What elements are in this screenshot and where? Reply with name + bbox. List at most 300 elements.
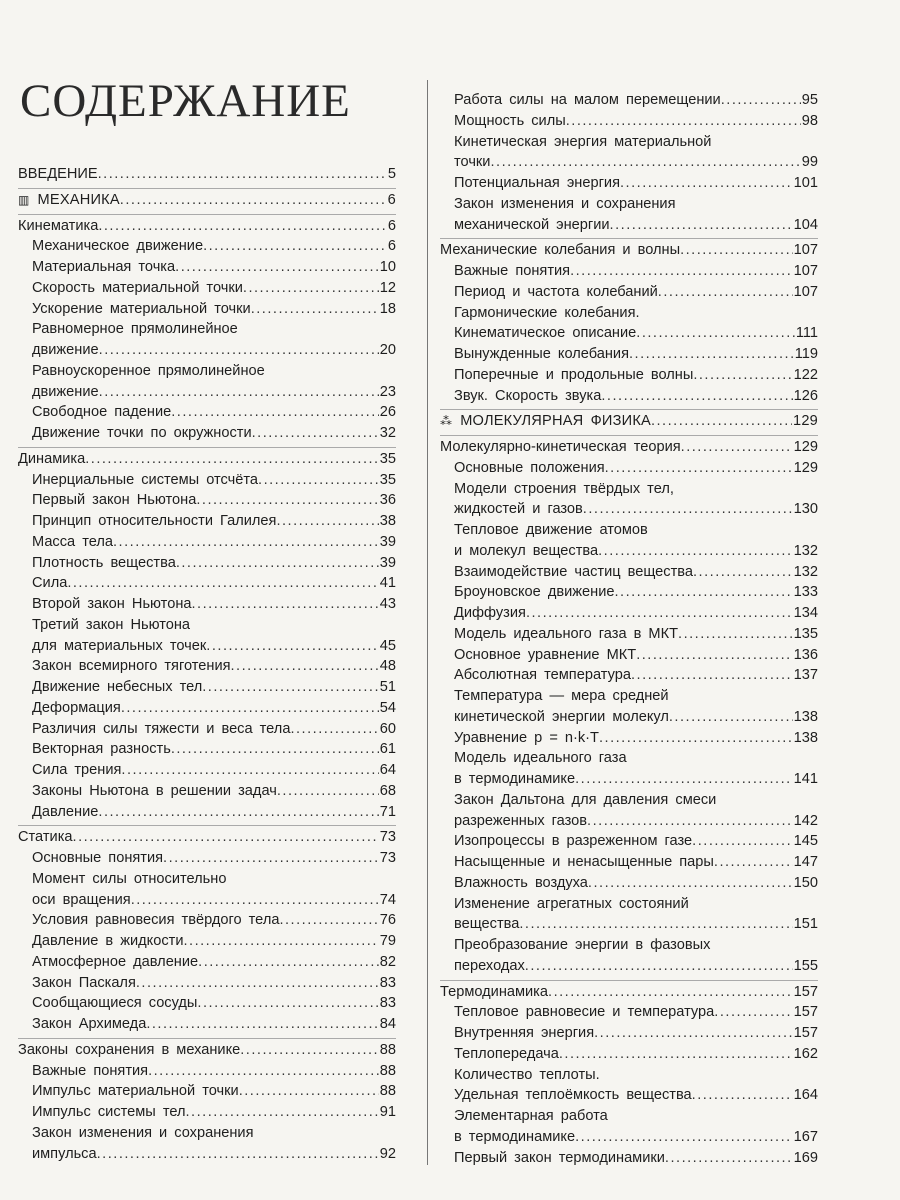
page-number: 43 xyxy=(379,596,396,612)
toc-entry-title: Механическое движение xyxy=(32,238,204,255)
page-number: 104 xyxy=(793,216,818,233)
toc-entry-title: Звук. Скорость звука xyxy=(454,387,602,404)
dot-leader xyxy=(196,490,378,511)
toc-entry-title: точки xyxy=(454,154,491,171)
dot-leader xyxy=(678,624,793,645)
page-number: 10 xyxy=(379,259,396,275)
toc-entry-line xyxy=(440,982,818,1003)
toc-entry[interactable] xyxy=(18,739,396,760)
toc-entry[interactable] xyxy=(18,802,396,823)
toc-entry-title: Давление xyxy=(32,803,99,820)
toc-entry-title: в термодинамике xyxy=(454,771,576,787)
toc-entry-title: Масса тела xyxy=(32,533,113,550)
toc-entry-line xyxy=(440,240,818,261)
toc-entry-line xyxy=(440,344,818,365)
toc-entry[interactable] xyxy=(18,656,396,677)
toc-entry-line xyxy=(18,993,396,1014)
toc-entry-line xyxy=(440,624,818,645)
page-number: 155 xyxy=(793,957,818,974)
toc-entry-line xyxy=(18,573,396,594)
toc-entry[interactable] xyxy=(18,869,396,911)
toc-entry-line xyxy=(18,615,396,636)
toc-section-entry[interactable] xyxy=(440,980,818,1003)
page-number: 141 xyxy=(793,771,818,787)
toc-entry[interactable] xyxy=(18,781,396,802)
toc-entry-title: переходах xyxy=(454,957,525,974)
toc-entry-line xyxy=(440,479,818,500)
page-number: 107 xyxy=(793,242,818,259)
toc-entry-line xyxy=(440,1065,818,1086)
toc-section-entry[interactable] xyxy=(440,409,818,432)
page-number: 64 xyxy=(379,762,396,778)
toc-entry[interactable] xyxy=(440,520,818,562)
toc-entry[interactable] xyxy=(18,1014,396,1035)
page-number: 122 xyxy=(793,366,818,383)
toc-entry-line xyxy=(440,811,818,832)
page-number: 137 xyxy=(793,667,818,684)
toc-entry-title: Количество теплоты. xyxy=(454,1066,600,1083)
toc-entry[interactable] xyxy=(440,1065,818,1107)
toc-entry[interactable] xyxy=(440,282,818,303)
toc-entry[interactable] xyxy=(440,1044,818,1065)
toc-entry-line xyxy=(18,1014,396,1035)
toc-entry[interactable] xyxy=(18,848,396,869)
page-number: 130 xyxy=(793,501,818,518)
toc-entry[interactable] xyxy=(440,132,818,174)
toc-entry[interactable] xyxy=(18,698,396,719)
page-number: 134 xyxy=(793,605,818,621)
toc-entry-line xyxy=(440,831,818,852)
toc-entry[interactable] xyxy=(440,790,818,832)
toc-entry[interactable] xyxy=(18,490,396,511)
toc-entry-line xyxy=(440,386,818,407)
toc-entry-line xyxy=(440,215,818,236)
toc-section-entry[interactable] xyxy=(18,447,396,470)
toc-entry[interactable] xyxy=(440,111,818,132)
dot-leader xyxy=(231,656,379,677)
page-number: 6 xyxy=(387,191,396,208)
toc-entry-title: Абсолютная температура xyxy=(454,667,631,684)
toc-entry-line xyxy=(18,848,396,869)
toc-entry[interactable] xyxy=(18,402,396,423)
page-number: 147 xyxy=(793,854,818,870)
toc-entry[interactable] xyxy=(18,931,396,952)
dot-leader xyxy=(614,582,792,603)
toc-entry-title: Основные положения xyxy=(454,459,605,476)
toc-entry[interactable] xyxy=(18,573,396,594)
dot-leader xyxy=(183,931,378,952)
toc-entry[interactable] xyxy=(440,1106,818,1148)
toc-entry-title: Ускорение материальной точки xyxy=(32,300,251,317)
toc-entry-line xyxy=(18,698,396,719)
toc-entry[interactable] xyxy=(440,344,818,365)
toc-entry-line xyxy=(18,1040,396,1061)
page-number: 88 xyxy=(379,1062,396,1079)
toc-section-entry[interactable] xyxy=(18,163,396,185)
toc-entry-line xyxy=(440,282,818,303)
page-number: 6 xyxy=(387,238,396,255)
dot-leader xyxy=(601,386,792,407)
toc-entry-line xyxy=(18,594,396,615)
page-number: 107 xyxy=(793,263,818,279)
page-number: 76 xyxy=(379,912,396,929)
toc-entry[interactable] xyxy=(440,728,818,749)
dot-leader xyxy=(67,573,378,594)
dot-leader xyxy=(587,811,793,832)
dot-leader xyxy=(98,216,387,237)
toc-entry-title: Равномерное прямолинейное xyxy=(32,321,238,338)
toc-section-entry[interactable] xyxy=(18,1038,396,1061)
dot-leader xyxy=(566,111,801,132)
toc-entry-title: Закон изменения и сохранения xyxy=(454,195,676,212)
toc-entry[interactable] xyxy=(440,194,818,236)
toc-entry-title: Инерциальные системы отсчёта xyxy=(32,471,259,488)
toc-entry-line xyxy=(440,686,818,707)
toc-entry-line xyxy=(18,910,396,931)
page-number: 35 xyxy=(379,471,396,488)
toc-entry[interactable] xyxy=(440,303,818,345)
toc-entry-line xyxy=(18,511,396,532)
toc-entry[interactable] xyxy=(440,1023,818,1044)
toc-entry-line xyxy=(440,852,818,873)
toc-entry-title: Молекулярно-кинетическая теория xyxy=(440,439,681,455)
toc-entry[interactable] xyxy=(18,719,396,740)
page-number: 39 xyxy=(379,554,396,571)
dot-leader xyxy=(629,344,794,365)
page-number: 88 xyxy=(379,1083,396,1100)
toc-entry[interactable] xyxy=(18,760,396,781)
toc-entry-line xyxy=(18,952,396,973)
dot-leader xyxy=(575,1127,793,1148)
page-number: 35 xyxy=(379,450,396,467)
toc-entry-line xyxy=(18,299,396,320)
page-number: 83 xyxy=(379,995,396,1012)
toc-entry[interactable] xyxy=(18,236,396,257)
toc-entry-line xyxy=(440,935,818,956)
page-number: 111 xyxy=(795,325,818,342)
toc-entry-line xyxy=(18,677,396,698)
page-number: 132 xyxy=(793,563,818,580)
toc-entry-line xyxy=(440,665,818,686)
toc-entry[interactable] xyxy=(18,361,396,403)
toc-entry-title: Удельная теплоёмкость вещества xyxy=(454,1087,692,1104)
toc-entry-line xyxy=(440,458,818,479)
toc-entry-line xyxy=(18,869,396,890)
toc-entry[interactable] xyxy=(440,173,818,194)
toc-entry[interactable] xyxy=(440,261,818,282)
dot-leader xyxy=(175,257,379,278)
toc-entry[interactable] xyxy=(440,748,818,790)
toc-section-entry[interactable] xyxy=(18,825,396,848)
page-number: 99 xyxy=(801,154,818,171)
toc-entry-title: Первый закон термодинамики xyxy=(454,1149,665,1166)
toc-entry-line xyxy=(440,562,818,583)
page-number: 83 xyxy=(379,974,396,991)
dot-leader xyxy=(588,873,793,894)
page-number: 138 xyxy=(793,729,818,746)
dot-leader xyxy=(136,973,379,994)
toc-entry[interactable] xyxy=(18,299,396,320)
dot-leader xyxy=(131,890,379,911)
toc-entry-title: Плотность вещества xyxy=(32,554,176,571)
toc-entry-title: Закон Архимеда xyxy=(32,1016,147,1032)
toc-section-entry[interactable] xyxy=(440,238,818,261)
toc-entry-title: Вынужденные колебания xyxy=(454,346,629,362)
toc-entry[interactable] xyxy=(18,278,396,299)
page-number: 119 xyxy=(794,346,818,362)
toc-entry[interactable] xyxy=(440,686,818,728)
toc-entry[interactable] xyxy=(18,553,396,574)
dot-leader xyxy=(651,411,792,432)
dot-leader xyxy=(559,1044,793,1065)
toc-entry-title: Сила трения xyxy=(32,762,122,778)
page-number: 71 xyxy=(379,803,396,820)
column-divider xyxy=(427,80,428,1165)
page-number: 91 xyxy=(379,1104,396,1120)
toc-entry-title: Теплопередача xyxy=(454,1045,559,1062)
toc-entry[interactable] xyxy=(18,993,396,1014)
page-number: 101 xyxy=(793,175,818,191)
dot-leader xyxy=(692,831,792,852)
page-number: 126 xyxy=(793,387,818,404)
toc-entry-line xyxy=(440,1002,818,1023)
toc-entry-title: МЕХАНИКА xyxy=(37,191,120,208)
page-number: 162 xyxy=(793,1045,818,1062)
toc-entry-title: движение xyxy=(32,383,99,400)
toc-entry-title: Насыщенные и ненасыщенные пары xyxy=(454,854,714,870)
toc-entry[interactable] xyxy=(440,624,818,645)
dot-leader xyxy=(599,728,793,749)
page-number: 18 xyxy=(379,300,396,317)
toc-entry[interactable] xyxy=(18,1061,396,1082)
dot-leader xyxy=(206,636,378,657)
dot-leader xyxy=(121,760,378,781)
toc-entry[interactable] xyxy=(440,582,818,603)
toc-entry[interactable] xyxy=(440,365,818,386)
dot-leader xyxy=(98,802,378,823)
toc-entry-line xyxy=(440,873,818,894)
toc-entry-title: Импульс системы тел xyxy=(32,1104,186,1120)
toc-entry[interactable] xyxy=(18,1102,396,1123)
dot-leader xyxy=(146,1014,378,1035)
page-number: 132 xyxy=(793,542,818,559)
toc-entry[interactable] xyxy=(440,386,818,407)
toc-entry-title: Гармонические колебания. xyxy=(454,304,640,321)
toc-entry-title: Сообщающиеся сосуды xyxy=(32,995,198,1012)
toc-entry[interactable] xyxy=(18,952,396,973)
toc-entry-line xyxy=(440,1148,818,1169)
toc-entry-line xyxy=(440,323,818,344)
toc-entry[interactable] xyxy=(18,257,396,278)
toc-entry-title: Кинетическая энергия материальной xyxy=(454,133,712,150)
toc-entry-line xyxy=(18,636,396,657)
toc-entry[interactable] xyxy=(18,470,396,491)
page-number: 41 xyxy=(379,575,396,592)
toc-entry-line xyxy=(18,1123,396,1144)
toc-entry-line xyxy=(18,532,396,553)
dot-leader xyxy=(610,215,793,236)
toc-entry[interactable] xyxy=(18,319,396,361)
toc-entry-line xyxy=(440,582,818,603)
toc-entry[interactable] xyxy=(18,615,396,657)
toc-entry-title: Равноускоренное прямолинейное xyxy=(32,362,265,379)
toc-entry-line xyxy=(18,319,396,340)
toc-entry-line xyxy=(440,748,818,769)
dot-leader xyxy=(490,152,800,173)
toc-entry[interactable] xyxy=(18,677,396,698)
dot-leader xyxy=(290,719,378,740)
toc-entry-title: Взаимодействие частиц вещества xyxy=(454,563,693,580)
toc-entry-title: Деформация xyxy=(32,699,121,716)
toc-entry-line xyxy=(440,1023,818,1044)
toc-entry-line xyxy=(18,257,396,278)
toc-entry-line xyxy=(18,931,396,952)
dot-leader xyxy=(98,164,387,185)
page-number: 23 xyxy=(379,383,396,400)
toc-entry[interactable] xyxy=(18,1081,396,1102)
page-number: 61 xyxy=(379,741,396,758)
dot-leader xyxy=(99,340,379,361)
toc-entry-title: Кинематика xyxy=(18,217,99,234)
toc-entry[interactable] xyxy=(440,645,818,666)
toc-entry-title: Изменение агрегатных состояний xyxy=(454,895,689,912)
dot-leader xyxy=(594,1023,793,1044)
page-number: 169 xyxy=(793,1149,818,1166)
toc-entry-line xyxy=(440,1127,818,1148)
toc-entry-title: Термодинамика xyxy=(440,983,549,1000)
dot-leader xyxy=(171,739,379,760)
toc-entry[interactable] xyxy=(18,511,396,532)
page-number: 142 xyxy=(793,812,818,829)
toc-entry-line xyxy=(440,1106,818,1127)
toc-entry-title: Поперечные и продольные волны xyxy=(454,366,694,383)
dot-leader xyxy=(605,458,793,479)
toc-entry-title: кинетической энергии молекул xyxy=(454,708,669,725)
toc-entry-title: движение xyxy=(32,342,99,358)
toc-entry[interactable] xyxy=(440,852,818,873)
dot-leader xyxy=(85,449,379,470)
toc-entry[interactable] xyxy=(440,90,818,111)
toc-entry[interactable] xyxy=(18,532,396,553)
toc-entry-title: Уравнение p = n·k·T xyxy=(454,729,599,746)
toc-entry-title: Условия равновесия твёрдого тела xyxy=(32,912,280,929)
dot-leader xyxy=(276,511,378,532)
toc-entry-line xyxy=(18,164,396,185)
toc-entry[interactable] xyxy=(18,973,396,994)
dot-leader xyxy=(171,402,379,423)
molecule-icon: ⁂ xyxy=(440,414,453,429)
toc-entry-title: Принцип относительности Галилея xyxy=(32,513,277,529)
page-number: 45 xyxy=(379,637,396,654)
toc-entry-line xyxy=(440,707,818,728)
dot-leader xyxy=(693,562,793,583)
toc-entry-title: Основное уравнение МКТ xyxy=(454,646,637,663)
page-number: 157 xyxy=(793,1004,818,1021)
page-number: 145 xyxy=(793,833,818,850)
toc-entry[interactable] xyxy=(440,603,818,624)
page-number: 74 xyxy=(379,891,396,908)
toc-entry-line xyxy=(18,1144,396,1165)
toc-entry-line xyxy=(440,520,818,541)
toc-entry-line xyxy=(440,90,818,111)
page-number: 32 xyxy=(379,425,396,441)
toc-entry-title: Работа силы на малом перемещении xyxy=(454,92,721,108)
page-number: 135 xyxy=(793,625,818,642)
toc-section-entry[interactable] xyxy=(18,188,396,211)
toc-entry-line xyxy=(18,190,396,211)
toc-entry-title: Закон Паскаля xyxy=(32,974,136,991)
toc-entry[interactable] xyxy=(440,1002,818,1023)
toc-entry-line xyxy=(440,111,818,132)
toc-entry[interactable] xyxy=(440,562,818,583)
dot-leader xyxy=(669,707,793,728)
toc-entry-line xyxy=(440,194,818,215)
toc-entry[interactable] xyxy=(18,594,396,615)
page-number: 39 xyxy=(379,533,396,550)
toc-entry-line xyxy=(18,340,396,361)
dot-leader xyxy=(186,1102,379,1123)
toc-entry-title: Третий закон Ньютона xyxy=(32,616,191,633)
toc-entry-title: Давление в жидкости xyxy=(32,933,184,949)
toc-entry[interactable] xyxy=(440,479,818,521)
toc-entry-line xyxy=(18,216,396,237)
toc-entry-title: механической энергии xyxy=(454,216,610,233)
toc-entry[interactable] xyxy=(18,910,396,931)
dot-leader xyxy=(99,382,379,403)
page-number: 6 xyxy=(387,217,396,234)
dot-leader xyxy=(202,677,379,698)
toc-entry[interactable] xyxy=(440,894,818,936)
toc-entry[interactable] xyxy=(440,665,818,686)
page-number: 12 xyxy=(379,279,396,296)
toc-entry[interactable] xyxy=(440,1148,818,1169)
dot-leader xyxy=(693,365,792,386)
toc-entry-line xyxy=(18,739,396,760)
toc-entry-line xyxy=(18,890,396,911)
page-number: 95 xyxy=(801,92,818,108)
page-number: 151 xyxy=(793,916,818,933)
toc-entry[interactable] xyxy=(18,1123,396,1165)
dot-leader xyxy=(279,910,378,931)
toc-entry-line xyxy=(440,411,818,432)
toc-entry-title: Тепловое равновесие и температура xyxy=(454,1004,715,1021)
toc-entry-line xyxy=(18,449,396,470)
toc-entry-line xyxy=(440,1044,818,1065)
page-number: 82 xyxy=(379,953,396,970)
page-number: 26 xyxy=(379,404,396,421)
toc-entry[interactable] xyxy=(440,831,818,852)
page-number: 107 xyxy=(793,283,818,300)
toc-entry-title: жидкостей и газов xyxy=(454,501,583,518)
dot-leader xyxy=(121,698,379,719)
toc-entry-title: вещества xyxy=(454,916,520,933)
toc-section-entry[interactable] xyxy=(440,435,818,458)
toc-entry[interactable] xyxy=(18,423,396,444)
toc-entry-line xyxy=(18,236,396,257)
toc-entry-line xyxy=(18,1061,396,1082)
toc-section-entry[interactable] xyxy=(18,214,396,237)
toc-entry-title: в термодинамике xyxy=(454,1128,576,1145)
toc-entry-title: Преобразование энергии в фазовых xyxy=(454,937,711,953)
toc-entry-line xyxy=(440,728,818,749)
page-number: 138 xyxy=(793,708,818,725)
toc-entry[interactable] xyxy=(440,873,818,894)
toc-entry[interactable] xyxy=(440,458,818,479)
toc-left-column xyxy=(18,163,396,1164)
toc-entry-title: Векторная разность xyxy=(32,741,171,758)
page-number: 129 xyxy=(793,459,818,476)
toc-entry[interactable] xyxy=(440,935,818,977)
